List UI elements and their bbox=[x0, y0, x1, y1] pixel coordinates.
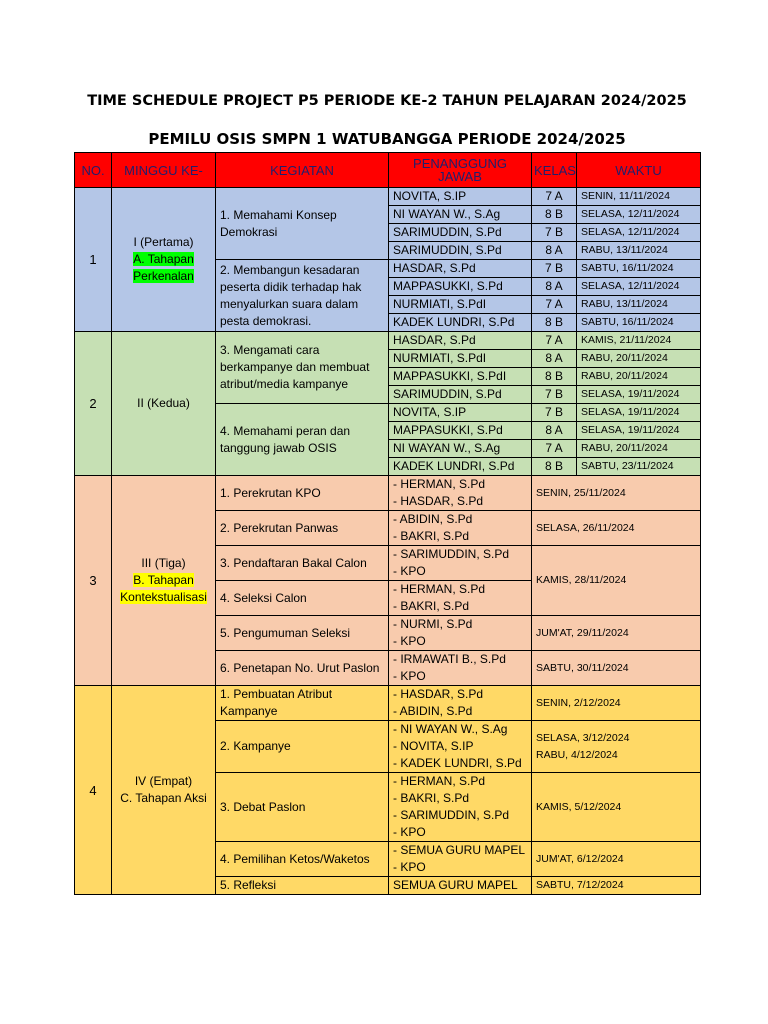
time-cell: KAMIS, 5/12/2024 bbox=[532, 773, 701, 842]
time-cell: RABU, 20/11/2024 bbox=[577, 368, 701, 386]
time-cell: RABU, 20/11/2024 bbox=[577, 350, 701, 368]
time-cell: SELASA, 26/11/2024 bbox=[532, 511, 701, 546]
class-cell: 7 A bbox=[532, 440, 577, 458]
time-cell: RABU, 13/11/2024 bbox=[577, 242, 701, 260]
pj-cell: MAPPASUKKI, S.Pd bbox=[389, 422, 532, 440]
week-cell bbox=[112, 686, 216, 895]
pj-line: - KADEK LUNDRI, S.Pd bbox=[393, 756, 522, 770]
week-label: IV (Empat) bbox=[134, 774, 193, 788]
class-cell: 7 B bbox=[532, 224, 577, 242]
time-cell: SABTU, 7/12/2024 bbox=[532, 877, 701, 895]
week-number: 3 bbox=[75, 476, 112, 686]
table-row bbox=[75, 332, 701, 350]
pj-line: - IRMAWATI B., S.Pd bbox=[393, 652, 506, 666]
header-penanggung-jawab: PENANGGUNG JAWAB bbox=[389, 153, 532, 188]
time-cell bbox=[532, 721, 701, 773]
activity-cell: 2. Membangun kesadaran peserta didik terhadap hak menyalurkan suara dalam pesta demokrasi. bbox=[216, 260, 389, 332]
activity-cell: 5. Pengumuman Seleksi bbox=[216, 616, 389, 651]
time-cell: SELASA, 19/11/2024 bbox=[577, 422, 701, 440]
class-cell: 7 A bbox=[532, 296, 577, 314]
time-cell: SENIN, 25/11/2024 bbox=[532, 476, 701, 511]
pj-cell bbox=[389, 511, 532, 546]
week-number: 4 bbox=[75, 686, 112, 895]
pj-line: - KPO bbox=[393, 564, 426, 578]
class-cell: 7 A bbox=[532, 188, 577, 206]
time-cell: SELASA, 12/11/2024 bbox=[577, 224, 701, 242]
pj-line: - BAKRI, S.Pd bbox=[393, 791, 470, 805]
class-cell: 8 B bbox=[532, 314, 577, 332]
time-cell: SABTU, 23/11/2024 bbox=[577, 458, 701, 476]
activity-cell: 2. Kampanye bbox=[216, 721, 389, 773]
pj-line: - SARIMUDDIN, S.Pd bbox=[393, 547, 510, 561]
activity-cell: 4. Memahami peran dan tanggung jawab OSIS bbox=[216, 404, 389, 476]
class-cell: 7 B bbox=[532, 260, 577, 278]
time-cell: RABU, 20/11/2024 bbox=[577, 440, 701, 458]
activity-cell: 2. Perekrutan Panwas bbox=[216, 511, 389, 546]
activity-cell: 3. Pendaftaran Bakal Calon bbox=[216, 546, 389, 581]
class-cell: 8 A bbox=[532, 278, 577, 296]
time-cell: JUM'AT, 29/11/2024 bbox=[532, 616, 701, 651]
time-cell: RABU, 13/11/2024 bbox=[577, 296, 701, 314]
pj-cell: NURMIATI, S.PdI bbox=[389, 350, 532, 368]
pj-line: - KPO bbox=[393, 825, 426, 839]
pj-cell bbox=[389, 616, 532, 651]
week-cell bbox=[112, 188, 216, 332]
time-cell: SENIN, 2/12/2024 bbox=[532, 686, 701, 721]
pj-line: - NOVITA, S.IP bbox=[393, 739, 474, 753]
week-label: III (Tiga) bbox=[141, 556, 186, 570]
pj-line: - SEMUA GURU MAPEL bbox=[393, 843, 526, 857]
pj-line: - KPO bbox=[393, 634, 426, 648]
pj-cell bbox=[389, 686, 532, 721]
pj-line: - HASDAR, S.Pd bbox=[393, 494, 484, 508]
header-no: NO. bbox=[75, 153, 112, 188]
class-cell: 7 A bbox=[532, 332, 577, 350]
pj-line: - HASDAR, S.Pd bbox=[393, 687, 484, 701]
time-cell: SENIN, 11/11/2024 bbox=[577, 188, 701, 206]
pj-cell bbox=[389, 842, 532, 877]
pj-cell bbox=[389, 581, 532, 616]
time-line: SELASA, 3/12/2024 bbox=[536, 731, 630, 744]
stage-label: B. Tahapan Kontekstualisasi bbox=[120, 573, 207, 604]
pj-cell: NOVITA, S.IP bbox=[389, 404, 532, 422]
pj-line: - NI WAYAN W., S.Ag bbox=[393, 722, 508, 736]
time-line: RABU, 4/12/2024 bbox=[536, 748, 618, 761]
class-cell: 8 B bbox=[532, 458, 577, 476]
class-cell: 8 A bbox=[532, 242, 577, 260]
header-waktu: WAKTU bbox=[577, 153, 701, 188]
pj-line: - KPO bbox=[393, 860, 426, 874]
pj-cell: KADEK LUNDRI, S.Pd bbox=[389, 314, 532, 332]
time-cell: KAMIS, 21/11/2024 bbox=[577, 332, 701, 350]
document-subtitle: PEMILU OSIS SMPN 1 WATUBANGGA PERIODE 2024/2025 bbox=[148, 130, 626, 148]
pj-cell: SARIMUDDIN, S.Pd bbox=[389, 224, 532, 242]
class-cell: 8 A bbox=[532, 350, 577, 368]
week-number: 2 bbox=[75, 332, 112, 476]
pj-cell: MAPPASUKKI, S.PdI bbox=[389, 368, 532, 386]
pj-cell: HASDAR, S.Pd bbox=[389, 332, 532, 350]
week-cell bbox=[112, 476, 216, 686]
class-cell: 8 B bbox=[532, 206, 577, 224]
header-minggu: MINGGU KE- bbox=[112, 153, 216, 188]
pj-cell: SEMUA GURU MAPEL bbox=[389, 877, 532, 895]
time-cell: SABTU, 16/11/2024 bbox=[577, 260, 701, 278]
activity-cell: 1. Memahami Konsep Demokrasi bbox=[216, 188, 389, 260]
class-cell: 8 A bbox=[532, 422, 577, 440]
pj-cell: NI WAYAN W., S.Ag bbox=[389, 206, 532, 224]
time-cell: JUM'AT, 6/12/2024 bbox=[532, 842, 701, 877]
pj-cell bbox=[389, 651, 532, 686]
pj-line: - HERMAN, S.Pd bbox=[393, 582, 486, 596]
pj-cell bbox=[389, 546, 532, 581]
time-cell: SELASA, 12/11/2024 bbox=[577, 206, 701, 224]
activity-cell: 6. Penetapan No. Urut Paslon bbox=[216, 651, 389, 686]
pj-line: - NURMI, S.Pd bbox=[393, 617, 473, 631]
class-cell: 8 B bbox=[532, 368, 577, 386]
activity-cell: 1. Pembuatan Atribut Kampanye bbox=[216, 686, 389, 721]
stage-label: A. Tahapan Perkenalan bbox=[133, 252, 194, 283]
document-title: TIME SCHEDULE PROJECT P5 PERIODE KE-2 TAHUN PELAJARAN 2024/2025 bbox=[87, 93, 687, 109]
pj-line: - KPO bbox=[393, 669, 426, 683]
header-row bbox=[75, 153, 701, 188]
header-kelas: KELAS bbox=[532, 153, 577, 188]
class-cell: 7 B bbox=[532, 404, 577, 422]
pj-cell: HASDAR, S.Pd bbox=[389, 260, 532, 278]
pj-line: - ABIDIN, S.Pd bbox=[393, 512, 473, 526]
activity-cell: 4. Seleksi Calon bbox=[216, 581, 389, 616]
pj-cell: SARIMUDDIN, S.Pd bbox=[389, 386, 532, 404]
pj-line: - SARIMUDDIN, S.Pd bbox=[393, 808, 510, 822]
pj-line: - BAKRI, S.Pd bbox=[393, 599, 470, 613]
pj-line: - ABIDIN, S.Pd bbox=[393, 704, 473, 718]
pj-line: - HERMAN, S.Pd bbox=[393, 774, 486, 788]
table-row bbox=[75, 686, 701, 721]
stage-label: C. Tahapan Aksi bbox=[120, 791, 207, 805]
schedule-table bbox=[74, 152, 701, 895]
pj-cell: NOVITA, S.IP bbox=[389, 188, 532, 206]
time-cell: SELASA, 12/11/2024 bbox=[577, 278, 701, 296]
time-cell: SELASA, 19/11/2024 bbox=[577, 386, 701, 404]
pj-line: - BAKRI, S.Pd bbox=[393, 529, 470, 543]
pj-cell: KADEK LUNDRI, S.Pd bbox=[389, 458, 532, 476]
time-cell: SABTU, 30/11/2024 bbox=[532, 651, 701, 686]
table-row bbox=[75, 476, 701, 511]
pj-cell: MAPPASUKKI, S.Pd bbox=[389, 278, 532, 296]
activity-cell: 3. Mengamati cara berkampanye dan membuat atribut/media kampanye bbox=[216, 332, 389, 404]
class-cell: 7 B bbox=[532, 386, 577, 404]
time-cell: SELASA, 19/11/2024 bbox=[577, 404, 701, 422]
pj-cell: NI WAYAN W., S.Ag bbox=[389, 440, 532, 458]
pj-cell bbox=[389, 773, 532, 842]
week-label: II (Kedua) bbox=[112, 332, 216, 476]
table-row bbox=[75, 188, 701, 206]
pj-cell: NURMIATI, S.PdI bbox=[389, 296, 532, 314]
week-label: I (Pertama) bbox=[133, 235, 194, 249]
activity-cell: 3. Debat Paslon bbox=[216, 773, 389, 842]
time-cell: SABTU, 16/11/2024 bbox=[577, 314, 701, 332]
pj-cell bbox=[389, 721, 532, 773]
header-kegiatan: KEGIATAN bbox=[216, 153, 389, 188]
activity-cell: 4. Pemilihan Ketos/Waketos bbox=[216, 842, 389, 877]
activity-cell: 1. Perekrutan KPO bbox=[216, 476, 389, 511]
activity-cell: 5. Refleksi bbox=[216, 877, 389, 895]
week-number: 1 bbox=[75, 188, 112, 332]
pj-cell: SARIMUDDIN, S.Pd bbox=[389, 242, 532, 260]
pj-cell bbox=[389, 476, 532, 511]
time-cell: KAMIS, 28/11/2024 bbox=[532, 546, 701, 616]
pj-line: - HERMAN, S.Pd bbox=[393, 477, 486, 491]
